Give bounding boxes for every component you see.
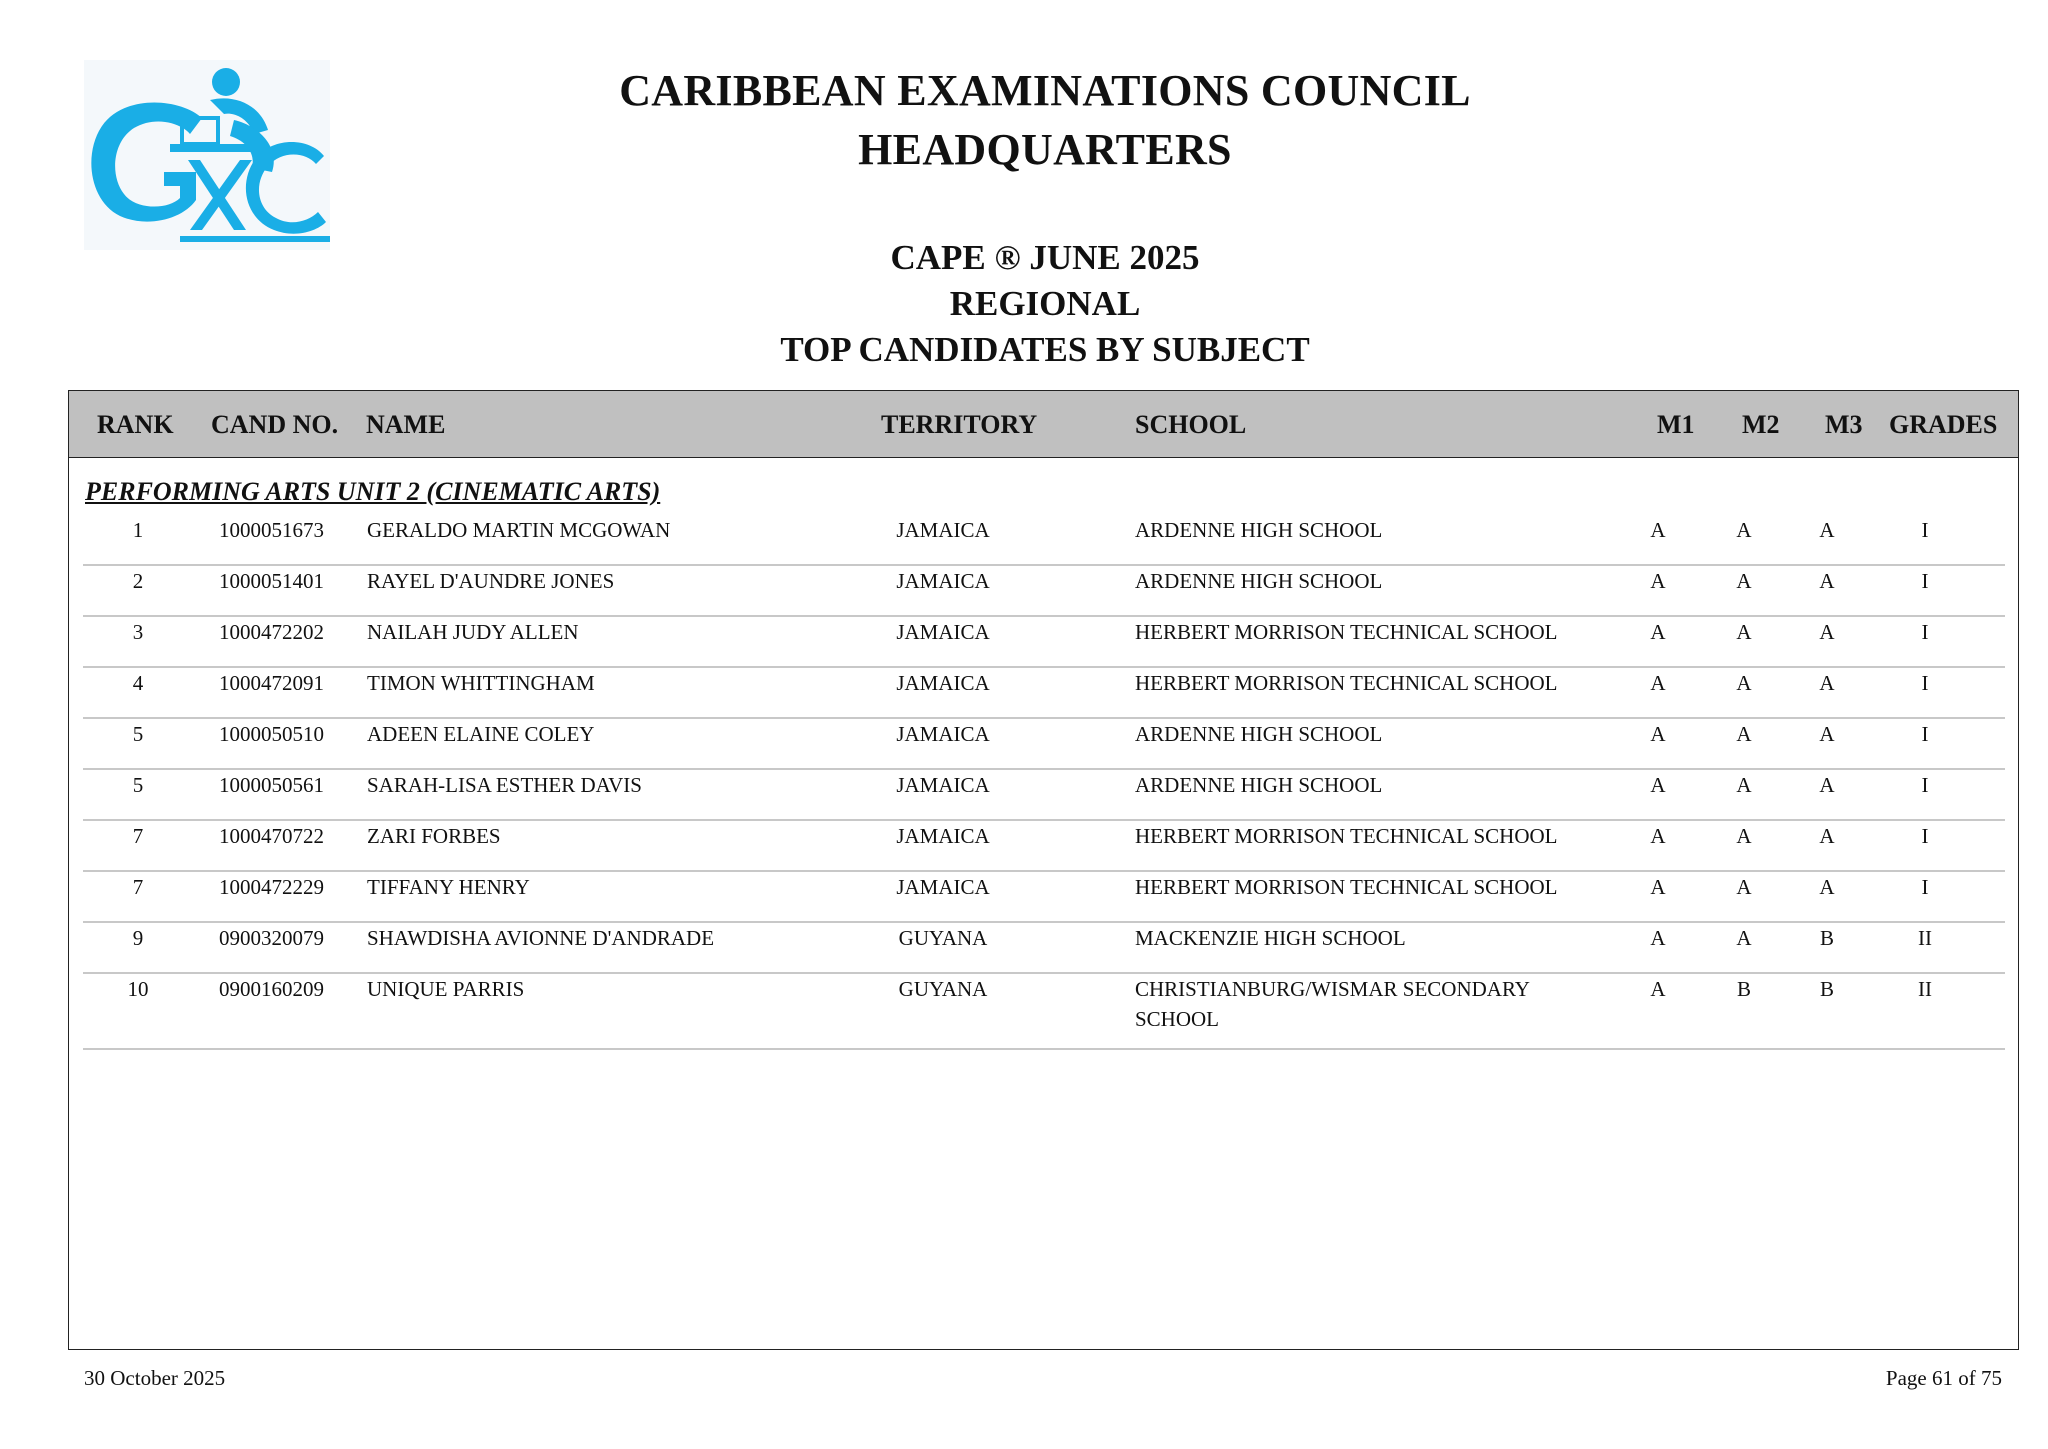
school-cell: HERBERT MORRISON TECHNICAL SCHOOL xyxy=(1135,875,1558,899)
candidate-number-cell: 1000051401 xyxy=(219,569,324,593)
candidate-number-cell: 1000051673 xyxy=(219,518,324,542)
table-row xyxy=(83,515,2005,566)
school-cell: HERBERT MORRISON TECHNICAL SCHOOL xyxy=(1135,620,1558,644)
column-header-m2: M2 xyxy=(1742,410,1780,439)
name-cell: TIFFANY HENRY xyxy=(367,875,530,899)
territory-cell: JAMAICA xyxy=(896,569,990,593)
rank-cell: 5 xyxy=(132,722,144,746)
m2-cell: A xyxy=(1736,518,1752,542)
rank-cell: 1 xyxy=(132,518,144,542)
m3-cell: B xyxy=(1819,926,1834,950)
column-header-territory: TERRITORY xyxy=(881,410,1038,439)
name-cell: SHAWDISHA AVIONNE D'ANDRADE xyxy=(367,926,715,950)
page-number: Page 61 of 75 xyxy=(1885,1366,2002,1390)
rank-cell: 4 xyxy=(132,671,144,695)
table-row xyxy=(83,974,2005,1050)
school-cell: ARDENNE HIGH SCHOOL xyxy=(1135,773,1383,797)
column-header-name: NAME xyxy=(366,410,446,439)
m1-cell: A xyxy=(1650,620,1666,644)
report-title: TOP CANDIDATES BY SUBJECT xyxy=(780,330,1310,369)
rank-cell: 3 xyxy=(132,620,144,644)
grade-cell: II xyxy=(1918,977,1932,1001)
candidate-number-cell: 0900160209 xyxy=(219,977,324,1001)
m3-cell: A xyxy=(1819,518,1835,542)
m2-cell: A xyxy=(1736,773,1752,797)
school-cell: HERBERT MORRISON TECHNICAL SCHOOL xyxy=(1135,671,1558,695)
scope-title: REGIONAL xyxy=(949,284,1141,323)
m1-cell: A xyxy=(1650,926,1666,950)
m2-cell: A xyxy=(1736,875,1752,899)
table-header xyxy=(69,391,2018,458)
school-cell: ARDENNE HIGH SCHOOL xyxy=(1135,722,1383,746)
territory-cell: JAMAICA xyxy=(896,620,990,644)
grade-cell: I xyxy=(1921,518,1929,542)
m3-cell: A xyxy=(1819,722,1835,746)
column-header-m3: M3 xyxy=(1825,410,1863,439)
candidate-number-cell: 1000472091 xyxy=(219,671,324,695)
m2-cell: A xyxy=(1736,926,1752,950)
school-cell: HERBERT MORRISON TECHNICAL SCHOOL xyxy=(1135,824,1558,848)
name-cell: UNIQUE PARRIS xyxy=(367,977,525,1001)
territory-cell: GUYANA xyxy=(898,926,988,950)
grade-cell: I xyxy=(1921,569,1929,593)
table-row xyxy=(83,872,2005,923)
rank-cell: 9 xyxy=(132,926,144,950)
subject-heading: PERFORMING ARTS UNIT 2 (CINEMATIC ARTS) xyxy=(85,477,661,506)
rank-cell: 7 xyxy=(132,824,144,848)
m1-cell: A xyxy=(1650,518,1666,542)
table-row xyxy=(83,566,2005,617)
table-row xyxy=(83,923,2005,974)
name-cell: RAYEL D'AUNDRE JONES xyxy=(367,569,615,593)
table-row xyxy=(83,821,2005,872)
name-cell: ADEEN ELAINE COLEY xyxy=(367,722,595,746)
candidate-number-cell: 1000470722 xyxy=(219,824,324,848)
organization-name: CARIBBEAN EXAMINATIONS COUNCIL xyxy=(619,66,1471,115)
m2-cell: A xyxy=(1736,824,1752,848)
table-body xyxy=(83,515,2005,1050)
name-cell: SARAH-LISA ESTHER DAVIS xyxy=(367,773,642,797)
m3-cell: A xyxy=(1819,773,1835,797)
school-cell: ARDENNE HIGH SCHOOL xyxy=(1135,569,1383,593)
table-row xyxy=(83,617,2005,668)
column-header-rank: RANK xyxy=(97,410,174,439)
candidate-number-cell: 1000472229 xyxy=(219,875,324,899)
rank-cell: 2 xyxy=(132,569,144,593)
grade-cell: I xyxy=(1921,620,1929,644)
m3-cell: A xyxy=(1819,824,1835,848)
column-header-school: SCHOOL xyxy=(1135,410,1247,439)
territory-cell: JAMAICA xyxy=(896,773,990,797)
m1-cell: A xyxy=(1650,569,1666,593)
column-header-m1: M1 xyxy=(1657,410,1695,439)
territory-cell: JAMAICA xyxy=(896,671,990,695)
school-cell: MACKENZIE HIGH SCHOOL xyxy=(1135,926,1406,950)
candidate-number-cell: 1000472202 xyxy=(219,620,324,644)
school-cell: ARDENNE HIGH SCHOOL xyxy=(1135,518,1383,542)
exam-title: CAPE ® JUNE 2025 xyxy=(890,238,1200,277)
m3-cell: A xyxy=(1819,671,1835,695)
rank-cell: 7 xyxy=(132,875,144,899)
m2-cell: B xyxy=(1736,977,1751,1001)
territory-cell: JAMAICA xyxy=(896,824,990,848)
name-cell: ZARI FORBES xyxy=(367,824,501,848)
name-cell: GERALDO MARTIN MCGOWAN xyxy=(367,518,671,542)
m3-cell: A xyxy=(1819,569,1835,593)
m2-cell: A xyxy=(1736,569,1752,593)
rank-cell: 10 xyxy=(127,977,149,1001)
m3-cell: B xyxy=(1819,977,1834,1001)
results-table xyxy=(68,390,2019,1350)
m1-cell: A xyxy=(1650,977,1666,1001)
candidate-number-cell: 0900320079 xyxy=(219,926,324,950)
school-cell: CHRISTIANBURG/WISMAR SECONDARY SCHOOL xyxy=(1135,977,1530,1031)
grade-cell: I xyxy=(1921,773,1929,797)
grade-cell: I xyxy=(1921,875,1929,899)
m3-cell: A xyxy=(1819,620,1835,644)
territory-cell: GUYANA xyxy=(898,977,988,1001)
territory-cell: JAMAICA xyxy=(896,875,990,899)
grade-cell: I xyxy=(1921,722,1929,746)
m1-cell: A xyxy=(1650,773,1666,797)
grade-cell: II xyxy=(1918,926,1932,950)
m2-cell: A xyxy=(1736,722,1752,746)
column-header-grades: GRADES xyxy=(1889,410,1998,439)
m3-cell: A xyxy=(1819,875,1835,899)
rank-cell: 5 xyxy=(132,773,144,797)
m1-cell: A xyxy=(1650,722,1666,746)
grade-cell: I xyxy=(1921,824,1929,848)
m2-cell: A xyxy=(1736,620,1752,644)
m2-cell: A xyxy=(1736,671,1752,695)
m1-cell: A xyxy=(1650,875,1666,899)
organization-location: HEADQUARTERS xyxy=(858,125,1232,174)
m1-cell: A xyxy=(1650,824,1666,848)
grade-cell: I xyxy=(1921,671,1929,695)
territory-cell: JAMAICA xyxy=(896,518,990,542)
candidate-number-cell: 1000050561 xyxy=(219,773,324,797)
table-row xyxy=(83,668,2005,719)
column-header-cand-no: CAND NO. xyxy=(211,410,339,439)
report-date: 30 October 2025 xyxy=(84,1366,226,1390)
m1-cell: A xyxy=(1650,671,1666,695)
territory-cell: JAMAICA xyxy=(896,722,990,746)
table-row xyxy=(83,770,2005,821)
name-cell: NAILAH JUDY ALLEN xyxy=(367,620,579,644)
name-cell: TIMON WHITTINGHAM xyxy=(367,671,595,695)
candidate-number-cell: 1000050510 xyxy=(219,722,324,746)
table-row xyxy=(83,719,2005,770)
